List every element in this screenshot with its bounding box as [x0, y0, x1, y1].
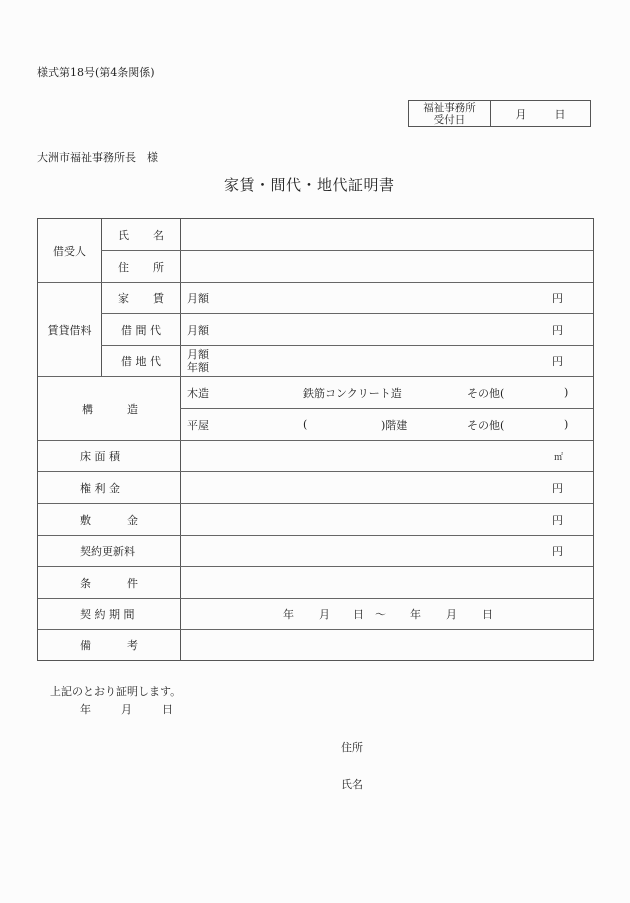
structure-label-a: 構 [82, 402, 93, 416]
room-rent-label: 借 間 代 [121, 323, 161, 337]
from-year: 年 [283, 608, 294, 621]
option-wooden[interactable]: 木造 [187, 386, 209, 400]
conditions-label [80, 567, 138, 598]
rent-fees-label: 賃貸借料 [47, 323, 92, 337]
remarks-label [80, 630, 138, 660]
deposit-label-b: 金 [127, 513, 138, 527]
deposit-label [80, 504, 138, 535]
reception-label [409, 101, 491, 126]
floor-area-field[interactable] [181, 441, 593, 471]
option-single-story[interactable]: 平屋 [187, 418, 209, 432]
reception-day: 日 [554, 107, 566, 121]
reception-label-line1: 福祉事務所 [423, 102, 476, 114]
name-label-b: 名 [153, 228, 164, 242]
borrower-name-field[interactable] [181, 219, 593, 250]
conditions-field[interactable] [181, 567, 593, 598]
borrower-address-field[interactable] [181, 251, 593, 282]
monthly-label: 月額 [187, 292, 209, 305]
contract-period-field[interactable] [181, 599, 593, 629]
house-rent-label [118, 283, 164, 313]
deposit-field[interactable] [181, 504, 593, 535]
addressee: 大洲市福祉事務所長 様 [37, 151, 158, 164]
yen-unit: 円 [552, 513, 563, 527]
structure-label [82, 377, 138, 440]
to-year: 年 [410, 608, 421, 621]
signer-address-label: 住所 [341, 741, 363, 754]
yen-unit: 円 [552, 292, 563, 305]
structure-row-2 [187, 409, 593, 440]
yearly-label: 年額 [187, 361, 209, 374]
land-rent-label: 借 地 代 [121, 355, 161, 368]
paren-close: ) [564, 418, 569, 431]
paren-close: ) [564, 386, 569, 399]
certification-date[interactable] [80, 701, 173, 717]
yen-unit: 円 [552, 323, 563, 337]
name-label-a: 氏 [118, 228, 129, 242]
document-title: 家賃・間代・地代証明書 [224, 176, 395, 194]
address-label-a: 住 [118, 260, 129, 274]
to-month: 月 [446, 608, 457, 621]
option-other[interactable]: その他( [467, 418, 505, 432]
signer-name-label: 氏名 [341, 778, 363, 791]
date-year: 年 [80, 703, 91, 716]
renewal-fee-field[interactable] [181, 536, 593, 566]
date-day: 日 [162, 703, 173, 716]
reception-label-line2: 受付日 [433, 114, 466, 126]
to-day: 日 [482, 608, 493, 621]
key-money-field[interactable] [181, 472, 593, 503]
square-meter-unit: ㎡ [553, 452, 563, 463]
floor-area-label: 床 面 積 [80, 450, 120, 463]
address-label-b: 所 [153, 260, 164, 274]
contract-period-label: 契 約 期 間 [80, 608, 135, 621]
structure-label-b: 造 [127, 402, 138, 416]
date-month: 月 [121, 703, 132, 716]
form-number: 様式第18号(第4条関係) [37, 66, 155, 79]
monthly-label: 月額 [187, 348, 209, 361]
conditions-label-b: 件 [127, 576, 138, 590]
renewal-fee-label: 契約更新料 [80, 545, 135, 558]
deposit-label-a: 敷 [80, 513, 91, 527]
paren-open: ( [303, 418, 308, 431]
name-label [118, 219, 164, 250]
option-reinforced-concrete[interactable]: 鉄筋コンクリート造 [303, 386, 402, 400]
remarks-label-b: 考 [127, 639, 138, 652]
yen-unit: 円 [552, 481, 563, 495]
address-label [118, 251, 164, 282]
option-floors[interactable]: )階建 [381, 418, 408, 432]
certificate-table [37, 218, 594, 661]
house-rent-label-b: 賃 [153, 292, 164, 305]
room-rent-field[interactable] [187, 314, 593, 345]
yen-unit: 円 [552, 545, 563, 558]
option-other[interactable]: その他( [467, 386, 505, 400]
range-separator: 〜 [375, 608, 386, 621]
key-money-label: 権 利 金 [80, 481, 120, 495]
from-day: 日 [353, 608, 364, 621]
remarks-label-a: 備 [80, 639, 91, 652]
house-rent-label-a: 家 [118, 292, 129, 305]
house-rent-field[interactable] [187, 283, 593, 313]
land-rent-field[interactable] [187, 346, 593, 376]
monthly-label: 月額 [187, 323, 209, 337]
remarks-field[interactable] [181, 630, 593, 660]
reception-month: 月 [515, 107, 527, 121]
reception-date-box [408, 100, 591, 127]
yen-unit: 円 [552, 355, 563, 368]
conditions-label-a: 条 [80, 576, 91, 590]
from-month: 月 [319, 608, 330, 621]
borrower-label: 借受人 [53, 244, 86, 258]
reception-date-field[interactable] [491, 101, 590, 126]
certification-statement: 上記のとおり証明します。 [50, 685, 182, 698]
structure-row-1 [187, 377, 593, 408]
